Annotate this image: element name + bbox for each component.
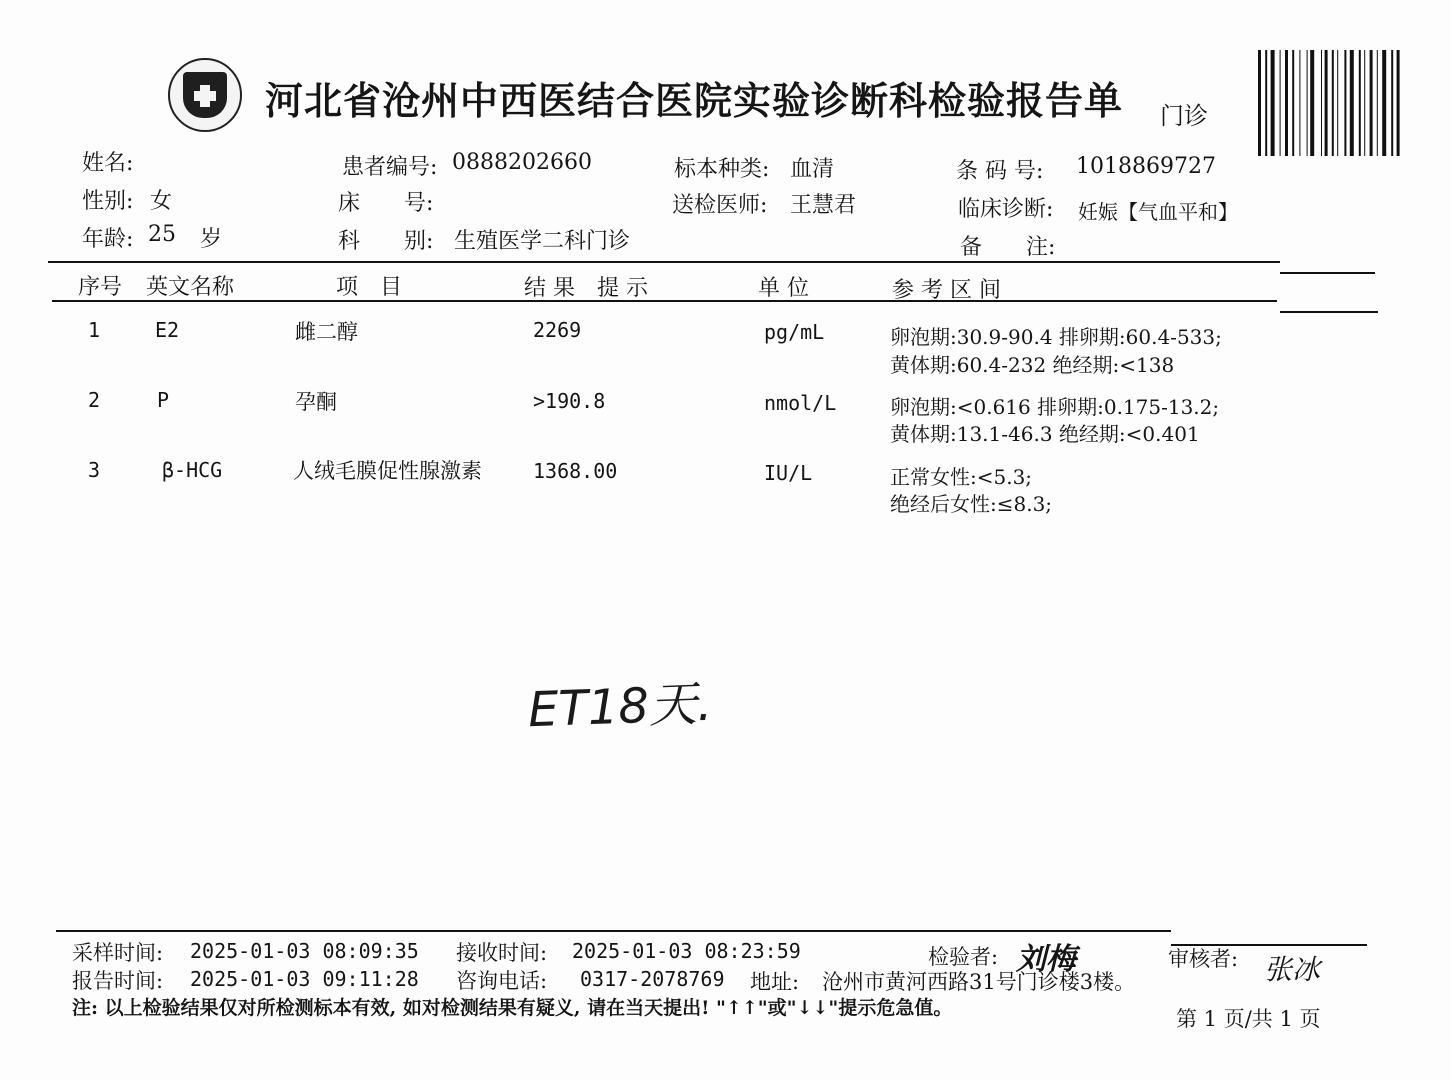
address-value: 沧州市黄河西路31号门诊楼3楼。 [822,970,1136,994]
specimen-label: 标本种类: [674,157,770,182]
dept-value: 生殖医学二科门诊 [454,229,631,254]
row-no: 3 [88,458,101,482]
row-no: 2 [88,388,101,412]
row-result: 2269 [533,318,582,342]
diagnosis-value: 妊娠【气血平和】 [1078,200,1238,224]
sex-value: 女 [150,189,173,214]
row-ref-line1: 正常女性:<5.3; [890,465,1033,489]
diagnosis-label: 临床诊断: [958,197,1054,222]
row-unit: IU/L [764,461,813,485]
report-subtitle: 门诊 [1160,102,1208,130]
footer-note: 注: 以上检验结果仅对所检测标本有效, 如对检测结果有疑义, 请在当天提出! "↑↑"或"↓↓"提示危急值。 [72,997,953,1019]
doctor-label: 送检医师: [672,193,768,218]
col-header-unit: 单 位 [758,276,809,301]
table-top-rule-extension [1280,272,1375,274]
row-ref-line2: 绝经后女性:≤8.3; [890,492,1053,516]
row-code: P [157,388,170,412]
receive-time-label: 接收时间: [456,941,548,965]
tester-label: 检验者: [928,945,999,969]
row-ref-line1: 卵泡期:<0.616 排卵期:0.175-13.2; [890,395,1220,419]
row-result: 1368.00 [533,459,618,483]
sample-time-value: 2025-01-03 08:09:35 [190,939,419,963]
sample-time-label: 采样时间: [72,941,164,965]
patient-no-label: 患者编号: [342,155,438,180]
row-no: 1 [88,318,101,342]
row-ref-line2: 黄体期:13.1-46.3 绝经期:<0.401 [890,422,1200,446]
col-header-code: 英文名称 [146,275,235,300]
row-code: E2 [155,318,180,342]
specimen-value: 血清 [790,157,835,182]
sex-label: 性别: [82,189,134,214]
bed-label: 床 号: [338,191,434,216]
name-label: 姓名: [82,151,134,176]
row-ref-line2: 黄体期:60.4-232 绝经期:<138 [890,353,1175,377]
col-header-no: 序号 [78,275,123,300]
col-header-item: 项 目 [336,275,403,300]
row-result: >190.8 [533,389,606,413]
barcode-graphic [1258,50,1424,156]
row-item: 雌二醇 [295,320,358,344]
col-header-result: 结 果 提 示 [524,276,648,301]
row-unit: nmol/L [764,391,837,415]
tester-signature: 刘梅 [1016,942,1076,977]
age-value: 25 [148,222,176,247]
page-number: 第 1 页/共 1 页 [1176,1007,1321,1031]
report-title: 河北省沧州中西医结合医院实验诊断科检验报告单 [265,78,1124,123]
reviewer-signature: 张冰 [1264,953,1321,986]
table-header-rule [52,300,1277,302]
doctor-value: 王慧君 [790,193,857,218]
footer-top-rule [56,930,1171,932]
age-unit: 岁 [200,227,223,252]
row-unit: pg/mL [764,320,825,344]
hospital-logo [168,58,242,132]
remark-label: 备 注: [960,235,1056,260]
row-code: β-HCG [162,458,223,482]
address-label: 地址: [750,970,800,994]
report-time-label: 报告时间: [72,969,164,993]
col-header-reference: 参 考 区 间 [892,278,1001,303]
row-item: 人绒毛膜促性腺激素 [293,459,482,483]
barcode-value: 1018869727 [1076,154,1216,179]
phone-label: 咨询电话: [456,969,548,993]
table-top-rule [48,261,1280,263]
patient-no-value: 0888202660 [452,150,592,175]
receive-time-value: 2025-01-03 08:23:59 [572,939,801,963]
handwritten-note: ET18天. [527,675,714,739]
row-item: 孕酮 [295,390,337,414]
reviewer-label: 审核者: [1168,947,1239,971]
barcode-label: 条 码 号: [956,159,1044,184]
phone-value: 0317-2078769 [580,967,725,991]
age-label: 年龄: [82,227,134,252]
table-header-rule-extension [1280,311,1378,313]
report-time-value: 2025-01-03 09:11:28 [190,967,419,991]
dept-label: 科 别: [338,229,434,254]
row-ref-line1: 卵泡期:30.9-90.4 排卵期:60.4-533; [890,325,1222,349]
